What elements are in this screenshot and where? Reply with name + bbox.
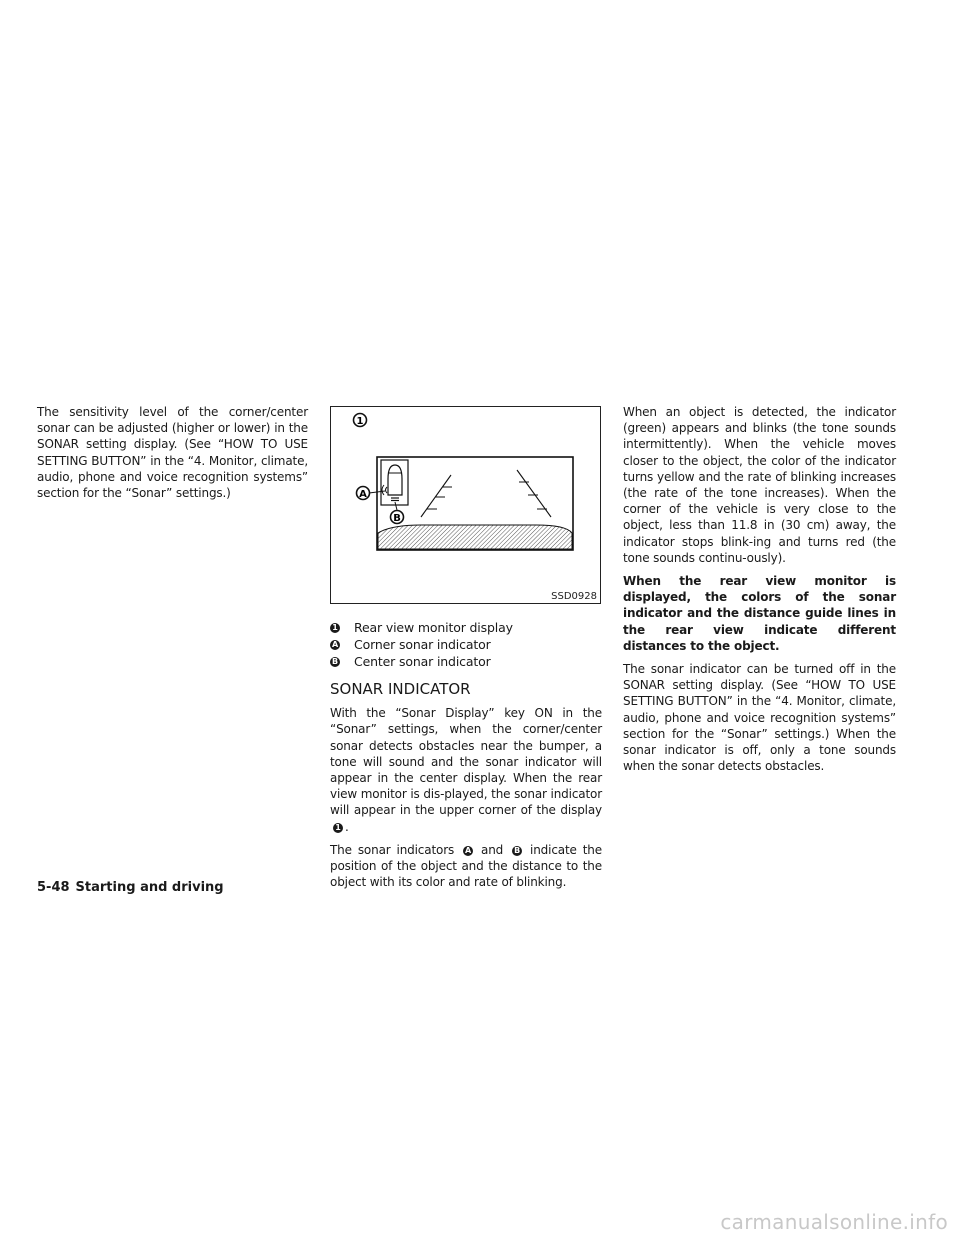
caption-text: Center sonar indicator <box>354 654 491 669</box>
caption-item <box>330 637 602 653</box>
marker-1-icon: 1 <box>333 823 343 833</box>
page-number: 5-48 <box>37 880 70 895</box>
marker-b-icon: B <box>330 657 340 667</box>
section-title: Starting and driving <box>75 880 224 895</box>
caption-text: Corner sonar indicator <box>354 637 491 652</box>
caption-item <box>330 620 602 636</box>
turn-off-paragraph: The sonar indicator can be turned off in the SONAR setting display. (See “HOW TO USE SETTING BUTTON” in the “4. Monitor, climate, audio, phone and voice recognition systems” section for the “Sonar” settings.) When the sonar indicator is off, only a tone sounds when the sonar detects obstacles. <box>623 662 896 774</box>
watermark: carmanualsonline.info <box>720 1210 948 1234</box>
right-column <box>623 404 896 781</box>
middle-column <box>330 620 602 897</box>
sensitivity-paragraph: The sensitivity level of the corner/center sonar can be adjusted (higher or lower) in the SONAR setting display. (See “HOW TO USE SETTING BUTTON” in the “4. Monitor, climate, audio, phone and voice recognition systems” section for the “Sonar” settings.) <box>37 405 308 501</box>
caption-text: Rear view monitor display <box>354 620 513 635</box>
indicators-paragraph: The sonar indicators A and B indicate the position of the object and the distance to the object with its color and rate of blinking. <box>330 842 602 890</box>
monitor-diagram <box>331 407 600 603</box>
caption-item <box>330 654 602 670</box>
marker-b-icon: B <box>512 846 522 856</box>
callout-1-label: 1 <box>356 416 364 427</box>
rear-view-note: When the rear view monitor is displayed, the colors of the sonar indicator and the distance guide lines in the rear view indicate different distances to the object. <box>623 574 896 653</box>
left-column <box>37 404 308 508</box>
marker-a-icon: A <box>331 640 339 649</box>
detection-paragraph: When an object is detected, the indicator (green) appears and blinks (the tone sounds intermittently). When the vehicle moves closer to the object, the color of the indicator turns yellow and the rate of blinking increases (the rate of the tone increases). When the corner of the vehicle is very close to the object, less than 11.8 in (30 cm) away, the indicator stops blink-ing and turns red (the tone sounds continu-ously). <box>623 405 896 565</box>
section-heading: SONAR INDICATOR <box>330 680 471 698</box>
sonar-display-paragraph: With the “Sonar Display” key ON in the “Sonar” settings, when the corner/center sonar detects obstacles near the bumper, a tone will sound and the sonar indicator will appear in the center display. When the rear view monitor is dis-played, the sonar indicator will appear in the upper corner of the display1 . <box>330 706 602 834</box>
page-footer <box>37 880 224 895</box>
marker-a-icon: A <box>465 845 472 855</box>
figure-code: SSD0928 <box>551 591 597 602</box>
callout-a-label: A <box>359 489 367 500</box>
marker-1-icon: 1 <box>330 623 340 633</box>
bumper-hatch <box>378 525 572 549</box>
callout-b-label: B <box>393 513 401 524</box>
rear-view-monitor-figure <box>330 406 601 604</box>
